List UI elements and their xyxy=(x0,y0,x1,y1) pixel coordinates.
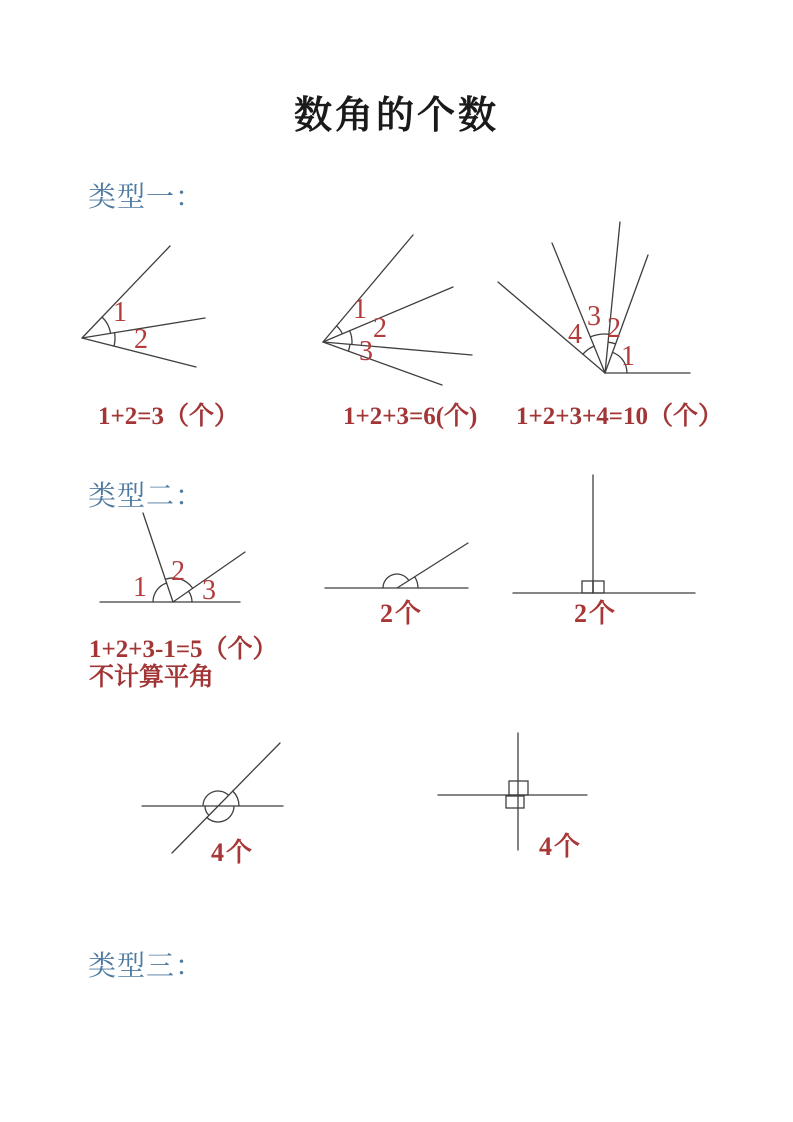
angle-fan-4-diagram xyxy=(480,215,700,380)
angle-fan-3-diagram xyxy=(300,222,480,392)
angle-number: 1 xyxy=(353,294,367,325)
angle-arc xyxy=(189,591,192,602)
angle-arc xyxy=(233,791,239,806)
angle-arc xyxy=(205,806,209,815)
right-angle-mark xyxy=(593,581,604,593)
count-label: 4个 xyxy=(539,832,583,861)
formula-type1-a: 1+2=3（个） xyxy=(98,403,239,430)
angle-number: 4 xyxy=(568,319,582,350)
angle-number: 3 xyxy=(359,336,373,367)
angle-arc xyxy=(153,583,167,602)
formula-type1-b: 1+2+3=6(个) xyxy=(343,403,478,430)
angle-number: 2 xyxy=(607,313,621,344)
angle-arc xyxy=(114,333,115,346)
angle-number: 2 xyxy=(171,556,185,587)
angle-arc xyxy=(415,577,418,588)
angle-number: 3 xyxy=(202,575,216,606)
count-label: 2个 xyxy=(380,599,424,628)
angle-number: 1 xyxy=(133,572,147,603)
count-label: 4个 xyxy=(211,838,255,867)
angle-arc xyxy=(102,317,111,333)
angle-arc xyxy=(383,574,409,588)
section-type1-label: 类型一： xyxy=(88,182,205,213)
perpendicular-ray-diagram xyxy=(505,470,700,600)
section-type2-label: 类型二： xyxy=(88,481,205,512)
angle-number: 2 xyxy=(134,324,148,355)
line-with-ray-diagram xyxy=(320,530,475,595)
formula-type1-c: 1+2+3+4=10（个） xyxy=(516,403,723,430)
angle-arc xyxy=(350,331,352,345)
angle-number: 1 xyxy=(621,341,635,372)
section-type3-label: 类型三： xyxy=(88,951,205,982)
right-angle-mark xyxy=(582,581,593,593)
formula-type2-note: 不计算平角 xyxy=(89,664,215,691)
angle-arc xyxy=(348,344,350,351)
angle-number: 1 xyxy=(113,297,127,328)
page-title: 数角的个数 xyxy=(293,95,499,137)
angle-arc xyxy=(583,346,594,354)
angle-arc xyxy=(337,326,343,334)
angle-number: 3 xyxy=(587,301,601,332)
count-label: 2个 xyxy=(574,599,618,628)
right-angle-mark xyxy=(506,796,524,808)
formula-type2: 1+2+3-1=5（个） xyxy=(89,636,278,663)
angle-number: 2 xyxy=(373,313,387,344)
